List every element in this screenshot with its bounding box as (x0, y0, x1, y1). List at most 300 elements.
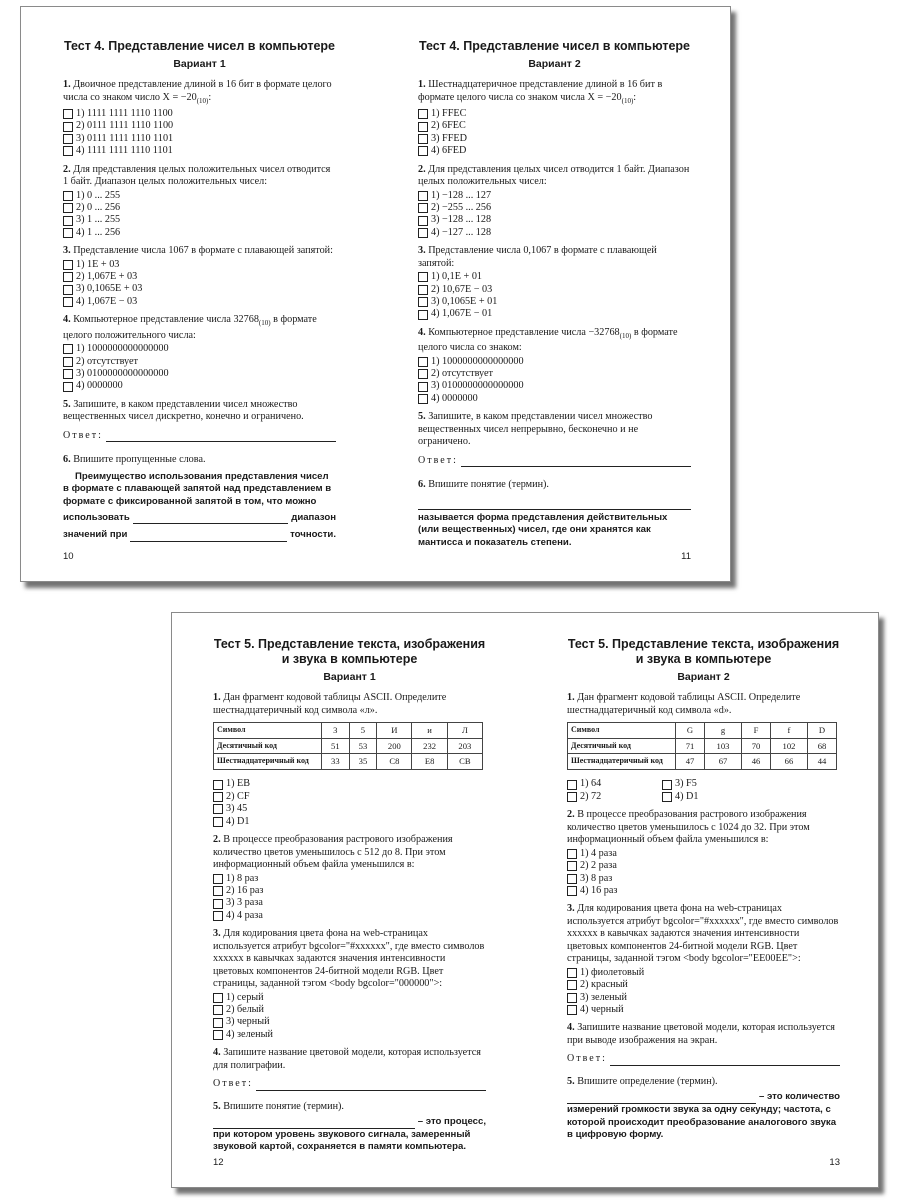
question-1 (418, 79, 691, 158)
question-4 (418, 327, 691, 406)
table-cell: 5 (349, 723, 377, 739)
page-number: 10 (63, 551, 74, 562)
option-label: 1) 1111 1111 1110 1100 (76, 107, 173, 119)
checkbox[interactable] (567, 780, 577, 790)
option-label: 4) 1,067E − 03 (76, 295, 138, 307)
variant-label: Вариант 1 (323, 671, 376, 683)
blank-line[interactable] (418, 496, 691, 510)
option-label: 4) 1,067E − 01 (431, 308, 493, 320)
answer-option[interactable] (418, 368, 691, 380)
question-text: Запишите, в каком представлении чисел множество вещественных чисел непрерывно, бесконечно и не ограничено. (418, 411, 653, 448)
checkbox[interactable] (213, 804, 223, 814)
option-label: 1) −128 ... 127 (431, 189, 492, 201)
question-number: 4. (418, 326, 426, 338)
table-cell: 47 (676, 754, 705, 770)
option-label: 3) 0100000000000000 (76, 367, 169, 379)
answer-option[interactable] (213, 873, 486, 885)
answer-option[interactable] (418, 356, 691, 368)
answer-option[interactable] (418, 190, 691, 202)
option-label: 3) FFED (431, 132, 467, 144)
option-label: 2) 10,67E − 03 (431, 283, 493, 295)
option-label: 3) 0100000000000000 (431, 380, 524, 392)
option-label: 1) 0 ... 255 (76, 189, 121, 201)
option-label: 2) 2 раза (580, 860, 617, 872)
checkbox[interactable] (418, 228, 428, 238)
checkbox[interactable] (418, 216, 428, 226)
question-3 (567, 903, 840, 1016)
answer-option[interactable] (213, 1029, 486, 1041)
answer-field[interactable] (63, 430, 336, 443)
question-text: Компьютерное представление числа −32768 (428, 326, 620, 338)
checkbox[interactable] (63, 357, 73, 367)
option-label: 3) 0,1065E + 01 (431, 295, 498, 307)
variant-label: Вариант 2 (528, 58, 581, 70)
answer-line[interactable] (610, 1056, 840, 1066)
table-cell: 71 (676, 738, 705, 754)
question-number: 3. (418, 245, 426, 257)
option-label: 4) 0000000 (76, 380, 123, 392)
question-4 (213, 1047, 486, 1091)
answer-option[interactable] (213, 1004, 486, 1016)
table-row (568, 738, 837, 754)
table-cell: f (770, 723, 807, 739)
checkbox[interactable] (418, 310, 428, 320)
answer-option[interactable] (567, 791, 662, 803)
page-title: Тест 5. Представление текста, изображения и звука в компьютере (213, 637, 486, 666)
checkbox[interactable] (662, 792, 672, 802)
answer-option[interactable] (213, 897, 486, 909)
checkbox[interactable] (213, 899, 223, 909)
question-text: Дан фрагмент кодовой таблицы ASCII. Определите шестнадцатеричный код символа «л». (213, 692, 447, 716)
question-text-tail: в формате целого положительного числа: (63, 314, 317, 341)
question-text: Запишите название цветовой модели, которая используется для полиграфии. (213, 1047, 481, 1071)
question-text: Впишите понятие (термин). (223, 1100, 344, 1112)
checkbox[interactable] (418, 357, 428, 367)
checkbox[interactable] (213, 1005, 223, 1015)
answer-option[interactable] (63, 120, 336, 132)
table-cell: 33 (322, 754, 350, 770)
question-text: В процессе преобразования растрового изображения количество цветов уменьшилось с 1024 до 32. При этом информационный объем файла уменьшился в: (567, 809, 810, 846)
option-label: 4) 1 ... 256 (76, 226, 121, 238)
question-2 (567, 809, 840, 897)
option-label: 2) 72 (580, 790, 602, 802)
page-title: Тест 4. Представление чисел в компьютере (418, 39, 690, 53)
answer-option[interactable] (418, 381, 691, 393)
page-title: Тест 5. Представление текста, изображения и звука в компьютере (567, 637, 840, 666)
checkbox[interactable] (418, 369, 428, 379)
option-label: 4) D1 (675, 790, 699, 802)
answer-option[interactable] (567, 873, 840, 885)
question-text-tail: : (633, 91, 637, 103)
checkbox[interactable] (213, 886, 223, 896)
table-cell: и (412, 723, 447, 739)
row-header: Шестнадцатеричный код (568, 754, 676, 770)
question-number: 1. (63, 79, 71, 90)
variant-label: Вариант 2 (677, 671, 730, 683)
checkbox[interactable] (63, 216, 73, 226)
subscript: (10) (619, 331, 632, 340)
checkbox[interactable] (213, 874, 223, 884)
checkbox[interactable] (418, 203, 428, 213)
question-text: Запишите название цветовой модели, которая используется при выводе изображения на экран. (567, 1022, 835, 1046)
option-label: 1) 0,1E + 01 (431, 271, 483, 283)
table-cell: g (705, 723, 742, 739)
answer-label: Ответ: (213, 1078, 253, 1090)
table-cell: 46 (741, 754, 770, 770)
option-label: 4) 4 раза (226, 909, 263, 921)
answer-option[interactable] (418, 120, 691, 132)
question-2 (213, 834, 486, 922)
table-cell: 103 (705, 738, 742, 754)
option-label: 1) фиолетовый (580, 966, 645, 978)
checkbox[interactable] (63, 297, 73, 307)
answer-option[interactable] (63, 368, 336, 380)
answer-option[interactable] (567, 779, 662, 791)
answer-option[interactable] (213, 779, 486, 791)
question-number: 5. (213, 1100, 221, 1112)
answer-option[interactable] (418, 108, 691, 120)
option-label: 3) F5 (675, 778, 697, 790)
checkbox[interactable] (213, 792, 223, 802)
question-text: Компьютерное представление числа 32768 (73, 314, 259, 326)
question-text: Впишите пропущенные слова. (73, 454, 206, 466)
answer-option[interactable] (418, 393, 691, 405)
blank-line[interactable] (213, 1119, 415, 1129)
answer-option[interactable] (567, 992, 840, 1004)
checkbox[interactable] (213, 780, 223, 790)
answer-option[interactable] (418, 308, 691, 320)
question-4 (63, 314, 336, 393)
checkbox[interactable] (567, 886, 577, 896)
answer-label: Ответ: (418, 454, 458, 466)
table-cell: 102 (770, 738, 807, 754)
checkbox[interactable] (63, 109, 73, 119)
answer-field[interactable] (567, 1053, 840, 1066)
question-4 (567, 1022, 840, 1066)
checkbox[interactable] (567, 968, 577, 978)
answer-option[interactable] (418, 145, 691, 157)
answer-option[interactable] (662, 779, 757, 791)
option-label: 2) −255 ... 256 (431, 201, 492, 213)
answer-option[interactable] (418, 214, 691, 226)
fill-in-text: точности. (290, 529, 336, 541)
question-number: 4. (63, 314, 71, 326)
answer-option[interactable] (567, 979, 840, 991)
fill-in-text: Преимущество использования представления чисел в формате с плавающей запятой над представлением в формате с фиксированной запятой в том, что можно (63, 470, 332, 507)
checkbox[interactable] (418, 297, 428, 307)
fill-in-text: использовать (63, 511, 130, 523)
option-label: 1) 1E + 03 (76, 258, 120, 270)
answer-option[interactable] (567, 848, 840, 860)
option-label: 4) −127 ... 128 (431, 226, 492, 238)
table-cell: 200 (377, 738, 412, 754)
question-text-tail: в формате целого числа со знаком: (418, 326, 678, 354)
checkbox[interactable] (63, 272, 73, 282)
checkbox[interactable] (63, 369, 73, 379)
answer-option[interactable] (63, 202, 336, 214)
question-text: Представление числа 1067 в формате с плавающей запятой: (73, 245, 333, 257)
answer-option[interactable] (213, 791, 486, 803)
table-row (214, 738, 483, 754)
answer-option[interactable] (213, 992, 486, 1004)
table-cell: 232 (412, 738, 447, 754)
page-11 (418, 7, 691, 581)
subscript: (10) (258, 319, 271, 328)
option-label: 4) 1111 1111 1110 1101 (76, 145, 173, 157)
question-6 (418, 479, 691, 549)
checkbox[interactable] (63, 191, 73, 201)
answer-option[interactable] (213, 816, 486, 828)
checkbox[interactable] (567, 980, 577, 990)
question-5 (213, 1101, 486, 1154)
question-text: Для представления целых положительных чисел отводится 1 байт. Диапазон целых положительных чисел: (63, 163, 331, 188)
blank-line[interactable] (133, 514, 289, 524)
answer-option[interactable] (63, 271, 336, 283)
checkbox[interactable] (567, 792, 577, 802)
answer-option[interactable] (567, 1004, 840, 1016)
answer-option[interactable] (63, 296, 336, 308)
fill-in-text: называется форма представления действительных (или вещественных) чисел, где они хранятся как мантисса и показатель степени. (418, 511, 668, 548)
answer-option[interactable] (213, 803, 486, 815)
checkbox[interactable] (213, 993, 223, 1003)
question-text: Запишите, в каком представлении чисел множество вещественных чисел дискретно, конечно и ограничено. (63, 398, 304, 423)
checkbox[interactable] (418, 394, 428, 404)
page-12 (213, 613, 486, 1187)
answer-option[interactable] (63, 259, 336, 271)
question-text: Для кодирования цвета фона на web-страницах используется атрибут bgcolor="#xxxxxx", где вместо символов xxxxxx в кавычках задаются значения интенсивности цветовых компонентов 24-битной модели RGB. Цвет страницы, заданной тэгом <body bgcolor="000000">: (213, 928, 485, 990)
answer-option[interactable] (418, 284, 691, 296)
answer-option[interactable] (418, 296, 691, 308)
option-label: 4) зеленый (226, 1028, 273, 1040)
fill-in-text: значений при (63, 529, 128, 541)
checkbox[interactable] (63, 122, 73, 132)
answer-label: Ответ: (63, 429, 103, 441)
answer-option[interactable] (63, 343, 336, 355)
answer-option[interactable] (418, 133, 691, 145)
question-text: Впишите определение (термин). (577, 1075, 718, 1087)
checkbox[interactable] (418, 272, 428, 282)
fill-in-text: при котором уровень звукового сигнала, замеренный звуковой картой, сохраняется в памяти компьютера. (213, 1128, 471, 1153)
row-header: Символ (568, 723, 676, 739)
checkbox[interactable] (213, 911, 223, 921)
option-label: 2) 6FEC (431, 120, 466, 132)
page-number: 11 (681, 551, 691, 562)
option-label: 1) 64 (580, 778, 602, 790)
table-cell: Л (447, 723, 482, 739)
checkbox[interactable] (567, 849, 577, 859)
table-cell: 68 (807, 738, 836, 754)
blank-line[interactable] (130, 532, 287, 542)
table-cell: E8 (412, 754, 447, 770)
question-number: 6. (63, 454, 71, 466)
row-header: Символ (214, 723, 322, 739)
checkbox[interactable] (567, 874, 577, 884)
answer-option[interactable] (63, 380, 336, 392)
checkbox[interactable] (418, 146, 428, 156)
answer-option[interactable] (63, 227, 336, 239)
question-number: 2. (418, 163, 426, 175)
checkbox[interactable] (213, 1030, 223, 1040)
answer-option[interactable] (63, 190, 336, 202)
table-cell: 203 (447, 738, 482, 754)
question-3 (63, 245, 336, 308)
answer-field[interactable] (418, 455, 691, 468)
answer-option[interactable] (63, 108, 336, 120)
question-number: 2. (567, 809, 575, 821)
variant-label: Вариант 1 (173, 58, 226, 70)
answer-option[interactable] (567, 860, 840, 872)
option-label: 2) 0 ... 256 (76, 201, 121, 213)
answer-option[interactable] (567, 967, 840, 979)
answer-options-grid (567, 779, 757, 804)
question-number: 1. (213, 692, 221, 703)
table-cell: 44 (807, 754, 836, 770)
checkbox[interactable] (63, 134, 73, 144)
answer-line[interactable] (106, 432, 336, 442)
answer-option[interactable] (662, 791, 757, 803)
table-cell: 53 (349, 738, 377, 754)
page-number: 13 (829, 1157, 840, 1168)
option-label: 1) серый (226, 991, 264, 1003)
subscript: (10) (621, 96, 634, 105)
table-cell: 70 (741, 738, 770, 754)
answer-field[interactable] (213, 1078, 486, 1091)
checkbox[interactable] (63, 228, 73, 238)
checkbox[interactable] (567, 993, 577, 1003)
option-label: 1) EB (226, 778, 251, 790)
answer-option[interactable] (63, 214, 336, 226)
question-number: 5. (418, 411, 426, 423)
question-3 (418, 245, 691, 321)
table-row (568, 723, 837, 739)
checkbox[interactable] (567, 861, 577, 871)
checkbox[interactable] (63, 146, 73, 156)
question-5 (567, 1076, 840, 1142)
checkbox[interactable] (418, 191, 428, 201)
answer-option[interactable] (418, 227, 691, 239)
answer-option[interactable] (567, 885, 840, 897)
question-number: 1. (567, 692, 575, 703)
page-title: Тест 4. Представление чисел в компьютере (63, 39, 335, 53)
question-text: Шестнадцатеричное представление длиной в 16 бит в формате целого числа со знаком числа X = −20 (418, 79, 663, 103)
checkbox[interactable] (63, 260, 73, 270)
option-label: 4) 6FED (431, 145, 467, 157)
question-number: 4. (567, 1022, 575, 1034)
page-10 (63, 7, 336, 581)
question-1 (63, 79, 336, 158)
option-label: 2) 16 раз (226, 884, 264, 896)
option-label: 3) 45 (226, 803, 248, 815)
table-cell: C8 (377, 754, 412, 770)
subscript: (10) (196, 96, 209, 105)
table-cell: 35 (349, 754, 377, 770)
question-number: 2. (213, 834, 221, 846)
option-label: 1) 1000000000000000 (431, 355, 524, 367)
table-cell: И (377, 723, 412, 739)
question-1 (213, 692, 486, 828)
option-label: 2) 0111 1111 1110 1100 (76, 120, 174, 132)
blank-line[interactable] (567, 1094, 756, 1104)
option-label: 3) −128 ... 128 (431, 214, 492, 226)
spread-test5 (171, 612, 879, 1188)
option-label: 2) отсутствует (76, 355, 138, 367)
table-cell: 3 (322, 723, 350, 739)
question-3 (213, 928, 486, 1041)
option-label: 3) зеленый (580, 991, 627, 1003)
question-text: Впишите понятие (термин). (428, 479, 549, 491)
table-cell: 67 (705, 754, 742, 770)
row-header: Десятичный код (214, 738, 322, 754)
answer-option[interactable] (418, 202, 691, 214)
answer-option[interactable] (63, 145, 336, 157)
checkbox[interactable] (662, 780, 672, 790)
answer-option[interactable] (213, 885, 486, 897)
table-cell: CB (447, 754, 482, 770)
option-label: 3) 0,1065E + 03 (76, 283, 143, 295)
option-label: 1) FFEC (431, 107, 467, 119)
answer-option[interactable] (213, 1016, 486, 1028)
ascii-table (567, 722, 837, 770)
answer-line[interactable] (256, 1081, 486, 1091)
question-text: Двоичное представление длиной в 16 бит в формате целого числа со знаком число X = −20 (63, 79, 332, 103)
option-label: 4) 16 раз (580, 884, 618, 896)
checkbox[interactable] (567, 1005, 577, 1015)
checkbox[interactable] (418, 134, 428, 144)
table-row (214, 754, 483, 770)
table-row (568, 754, 837, 770)
answer-option[interactable] (63, 133, 336, 145)
question-text: Представление числа 0,1067 в формате с плавающей запятой: (418, 245, 657, 269)
checkbox[interactable] (418, 122, 428, 132)
table-row (214, 723, 483, 739)
answer-option[interactable] (418, 271, 691, 283)
question-number: 3. (63, 245, 71, 257)
fill-in-row (213, 1116, 486, 1129)
checkbox[interactable] (213, 1018, 223, 1028)
checkbox[interactable] (213, 817, 223, 827)
checkbox[interactable] (418, 382, 428, 392)
checkbox[interactable] (63, 285, 73, 295)
fill-in-row (63, 512, 336, 525)
page-number: 12 (213, 1157, 224, 1168)
ascii-table (213, 722, 483, 770)
table-cell: F (741, 723, 770, 739)
answer-option[interactable] (213, 910, 486, 922)
question-text: Для кодирования цвета фона на web-страницах используется атрибут bgcolor="#xxxxxx", где вместо символов xxxxxx в кавычках задаются значения интенсивности цветовых компонентов 24-битной модели RGB. Цвет страницы, заданной тэгом <body bgcolor="EE00EE">: (567, 903, 839, 965)
option-label: 2) отсутствует (431, 368, 493, 380)
option-label: 4) 0000000 (431, 392, 478, 404)
checkbox[interactable] (418, 285, 428, 295)
table-cell: D (807, 723, 836, 739)
question-text-tail: : (208, 91, 212, 103)
question-number: 3. (567, 903, 575, 915)
answer-option[interactable] (63, 283, 336, 295)
answer-line[interactable] (461, 457, 691, 467)
checkbox[interactable] (63, 382, 73, 392)
question-number: 1. (418, 79, 426, 90)
row-header: Десятичный код (568, 738, 676, 754)
option-label: 1) 8 раз (226, 872, 259, 884)
question-1 (567, 692, 840, 803)
option-label: 3) 8 раз (580, 872, 613, 884)
checkbox[interactable] (63, 344, 73, 354)
checkbox[interactable] (63, 203, 73, 213)
page-13 (567, 613, 840, 1187)
checkbox[interactable] (418, 109, 428, 119)
option-label: 1) 4 раза (580, 847, 617, 859)
answer-option[interactable] (63, 356, 336, 368)
question-number: 3. (213, 928, 221, 940)
